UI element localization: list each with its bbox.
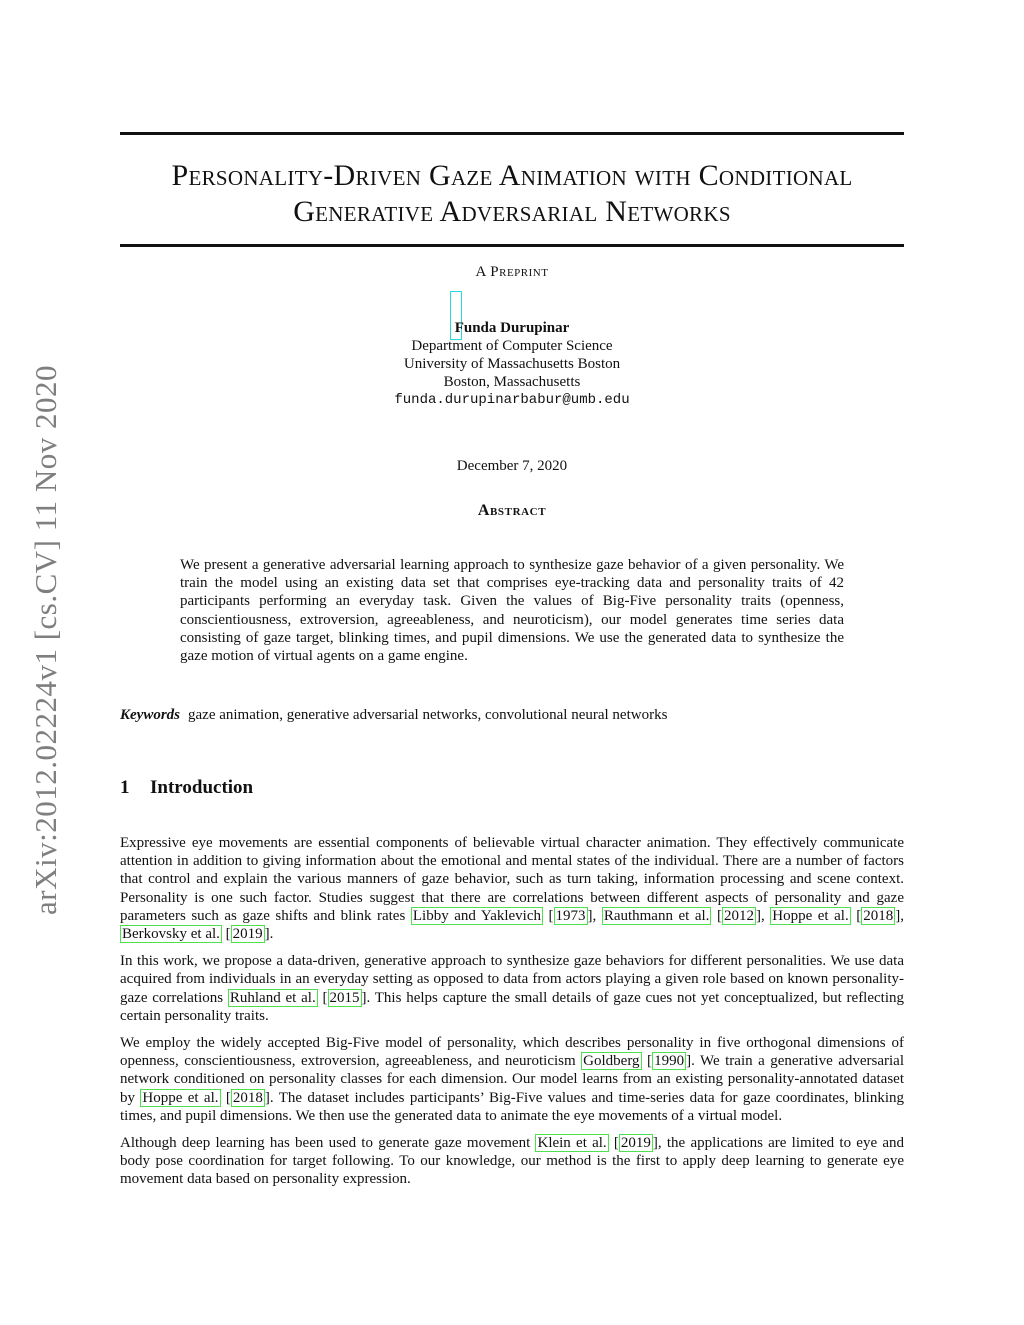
paragraph-text: . We train a generative adversarial network conditioned on personality classes for each dimension. Our model learns from an existing personality-annotated dataset by — [120, 1053, 905, 1106]
citation-link[interactable]: Hoppe et al. — [142, 1089, 219, 1106]
citation-year-link[interactable]: 2018 — [232, 1089, 263, 1106]
paper-title — [120, 158, 904, 230]
citation-year-link[interactable]: 1973 — [555, 907, 586, 924]
paragraph-1: Expressive eye movements are essential components of believable virtual character animation. They effectively communicate attention in addition to giving information about the emotional and mental states of the individual. There are a number of factors that control and explain the various manners of gaze behavior, such as turn taking, information processing and scene context. Personality is one such factor. Studies suggest that there are correlations between different aspects of personality and gaze parameters such as gaze shifts and blink rates Libby and Yaklevich [ 1973 ], Rauthmann et al. [ 2012 ], Hoppe et al. [ 2018 ], Berkovsky et al. [ 2019 ]. — [120, 835, 904, 943]
citation-link[interactable]: Klein et al. — [537, 1135, 607, 1152]
keywords-text: gaze animation, generative adversarial networks, convolutional neural networks — [188, 707, 668, 723]
abstract-heading: Abstract — [477, 502, 547, 519]
section-heading — [120, 777, 253, 799]
citation-year-link[interactable]: 1990 — [654, 1053, 685, 1070]
title-line-1: Personality-Driven Gaze Animation with Conditional — [171, 159, 853, 192]
paragraph-text: Expressive eye movements are essential components of believable virtual character animation. They effectively communicate attention in addition to giving information about the emotional and mental states of the individual. There are a number of factors that control and explain the various manners of gaze behavior, such as turn taking, information processing and scene context. Personality is one such factor. Studies suggest that there are correlations between different aspects of personality and gaze parameters such as gaze shifts and blink rates — [120, 835, 904, 924]
paragraph-text: , the applications are limited to eye and body pose coordination for target following. To our knowledge, our method is the first to apply deep learning to generate eye movement data based on personality expression. — [120, 1135, 905, 1188]
author-name: Funda Durupinar — [454, 320, 570, 336]
section-title: Introduction — [150, 777, 254, 798]
citation-link[interactable]: Goldberg — [583, 1053, 640, 1070]
citation-link[interactable]: Berkovsky et al. — [122, 926, 220, 943]
section-number: 1 — [120, 777, 130, 798]
author-location: Boston, Massachusetts — [443, 374, 581, 390]
citation-year-link[interactable]: 2019 — [232, 926, 263, 943]
citation-year-link[interactable]: 2018 — [863, 907, 894, 924]
citation-year-link[interactable]: 2015 — [329, 989, 360, 1006]
citation-link[interactable]: Ruhland et al. — [229, 989, 316, 1006]
paragraph-text: . This helps capture the small details of gaze cues not yet conceptualized, but reflecting certain personality traits. — [120, 989, 905, 1024]
citation-link[interactable]: Libby and Yaklevich — [412, 907, 541, 924]
citation-year-link[interactable]: 2012 — [723, 907, 754, 924]
keywords-label: Keywords — [120, 707, 180, 723]
title-top-rule — [120, 132, 904, 135]
paragraph-text: . The dataset includes participants’ Big-Five values and time-series data for gaze coordinates, blinking times, and pupil dimensions. We then use the generated data to animate the eye movements of a virtual model. — [120, 1089, 904, 1124]
title-bottom-rule — [120, 244, 904, 247]
paragraph-4: Although deep learning has been used to generate gaze movement Klein et al. [ 2019 ], the applications are limited to eye and body pose coordination for target following. To our knowledge, our method is the first to apply deep learning to generate eye movement data based on personality expression. — [120, 1135, 905, 1188]
author-block — [120, 319, 904, 409]
author-email[interactable]: funda.durupinarbabur@umb.edu — [394, 392, 630, 408]
arxiv-side-label[interactable]: arXiv:2012.02224v1 [cs.CV] 11 Nov 2020 — [28, 365, 63, 915]
abstract-text: We present a generative adversarial learning approach to synthesize gaze behavior of a given personality. We train the model using an existing data set that comprises eye-tracking data and personality traits of 42 participants performing an everyday task. Given the values of Big-Five personality traits (openness, conscientiousness, extroversion, agreeableness, and neuroticism), our model generates time series data consisting of gaze target, blinking times, and pupil dimensions. We use the generated data to synthesize the gaze motion of virtual agents on a game engine. — [180, 557, 844, 665]
citation-year-link[interactable]: 2019 — [620, 1135, 651, 1152]
citation-link[interactable]: Hoppe et al. — [772, 907, 849, 924]
keywords-line — [120, 707, 904, 724]
paragraph-text: In this work, we propose a data-driven, generative approach to synthesize gaze behaviors for different personalities. We use data acquired from individuals in an everyday setting as opposed to data from actors playing a given role based on known personality-gaze correlations — [120, 953, 904, 1006]
paragraph-text: Although deep learning has been used to generate gaze movement — [120, 1135, 531, 1152]
paragraph-text: We employ the widely accepted Big-Five model of personality, which describes personality in five orthogonal dimensions of openness, conscientiousness, extroversion, agreeableness, and neuroticism — [120, 1035, 904, 1070]
paragraph-2: In this work, we propose a data-driven, generative approach to synthesize gaze behaviors for different personalities. We use data acquired from individuals in an everyday setting as opposed to data from actors playing a given role based on known personality-gaze correlations Ruhland et al. [ 2015 ]. This helps capture the small details of gaze cues not yet conceptualized, but reflecting certain personality traits. — [120, 953, 905, 1024]
paragraph-3: We employ the widely accepted Big-Five model of personality, which describes personality in five orthogonal dimensions of openness, conscientiousness, extroversion, agreeableness, and neuroticism Goldberg [ 1990 ]. We train a generative adversarial network conditioned on personality classes for each dimension. Our model learns from an existing personality-annotated dataset by Hoppe et al. [ 2018 ]. The dataset includes participants’ Big-Five values and time-series data for gaze coordinates, blinking times, and pupil dimensions. We then use the generated data to animate the eye movements of a virtual model. — [120, 1035, 905, 1124]
paper-date: December 7, 2020 — [456, 458, 568, 474]
title-line-2: Generative Adversarial Networks — [293, 195, 731, 228]
author-department: Department of Computer Science — [411, 338, 613, 354]
citation-link[interactable]: Rauthmann et al. — [603, 907, 710, 924]
introduction-body — [120, 834, 904, 1198]
preprint-label: A Preprint — [475, 264, 549, 280]
author-university: University of Massachusetts Boston — [403, 356, 621, 372]
